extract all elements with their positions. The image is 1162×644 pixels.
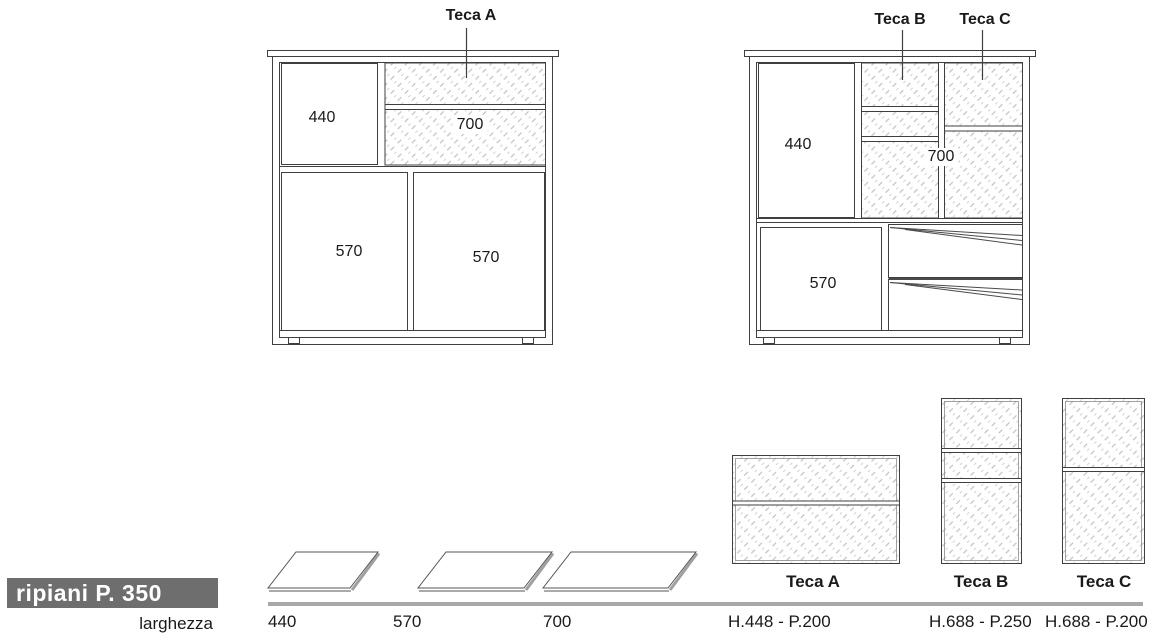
dim-right-top-door: 440 [784,136,812,153]
dim-right-glass: 700 [924,148,959,166]
cabinet-right-drawer-detail-lines [889,228,1023,300]
cabinet-left-glass-teca-a [385,63,546,165]
cabinet-right-glass-teca-c [945,63,1023,218]
ripiani-label-box [7,578,218,608]
shelf-570 [418,552,553,591]
shelves-drawing [268,552,697,591]
cabinet-right-mid-shelf [757,219,1023,223]
legend-divider-rule [268,602,1143,606]
shelf-width-700: 700 [543,612,572,631]
larghezza-label: larghezza [139,614,213,633]
teca-b-size: H.688 - P.250 [929,612,1032,631]
teca-a-callout-label: Teca A [445,7,497,24]
teca-c-panel [1063,399,1145,564]
teca-c-size: H.688 - P.200 [1045,612,1148,631]
cabinet-right-foot-right [1000,338,1011,344]
cabinet-right-foot-left [764,338,775,344]
teca-b-panel [942,399,1022,564]
teca-a-panel [733,456,900,564]
dim-left-top-door: 440 [308,109,336,126]
cabinet-right-drawing [745,30,1036,345]
teca-a-size: H.448 - P.200 [728,612,831,631]
shelf-700 [543,552,697,591]
dim-right-bottom-door: 570 [809,275,837,292]
teca-b-legend-name: Teca B [953,572,1009,591]
dim-left-glass: 700 [453,116,488,134]
teca-c-callout-label: Teca C [959,11,1011,28]
cabinet-right-glass-teca-b [862,63,939,218]
shelf-width-570: 570 [393,612,422,631]
cabinet-left-top-panel [268,51,559,57]
dim-left-bottom-door-right: 570 [472,249,500,266]
teca-b-callout-label: Teca B [874,11,926,28]
cabinet-right-top-panel [745,51,1036,57]
teca-legend-drawing [733,399,1145,564]
cabinet-left-foot-right [523,338,534,344]
cabinet-right-drawer-bottom [889,280,1023,331]
shelf-440 [268,552,379,591]
teca-a-legend-name: Teca A [786,572,840,591]
teca-c-legend-name: Teca C [1076,572,1132,591]
cabinet-right-drawer-top [889,225,1023,278]
dim-left-bottom-door-left: 570 [335,243,363,260]
cabinet-left-foot-left [289,338,300,344]
shelf-width-440: 440 [268,612,297,631]
cabinet-left-drawing [268,28,559,345]
ripiani-label: ripiani P. 350 [16,579,162,606]
